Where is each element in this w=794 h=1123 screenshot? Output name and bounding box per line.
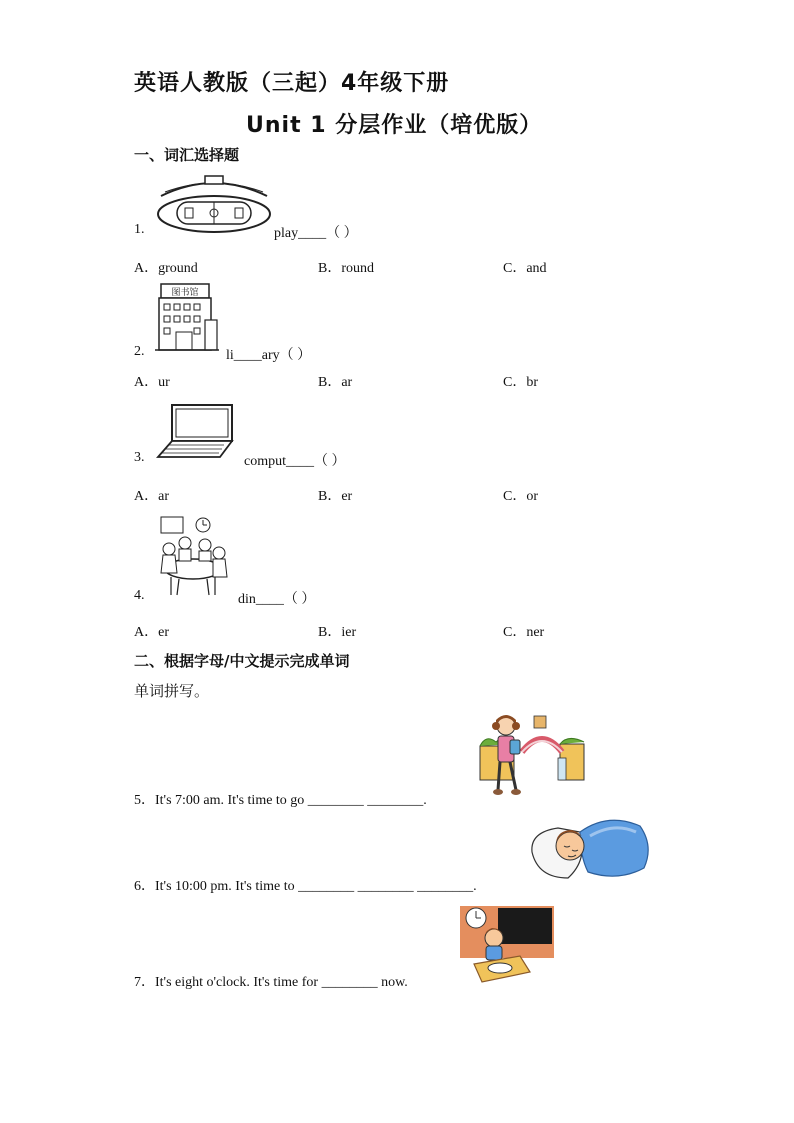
option-b: B．ier: [318, 625, 357, 640]
option-c: C．ner: [503, 625, 545, 640]
page-subtitle: Unit 1 分层作业（培优版）: [246, 113, 543, 138]
library-sign-text: 图书馆: [171, 288, 199, 298]
fill-in-item: 7．It's eight o'clock. It's time for ________ now.: [134, 975, 408, 990]
fill-in-item: 5．It's 7:00 am. It's time to go ________ ________.: [134, 793, 427, 808]
question-stem: play____（ ）: [274, 226, 358, 241]
laptop-icon: [156, 403, 236, 461]
page-title: 英语人教版（三起）4年级下册: [134, 71, 450, 96]
boy-sleeping-icon: [528, 812, 654, 886]
playground-icon: [155, 174, 273, 234]
option-b: B．round: [318, 261, 374, 276]
question-stem: li____ary（ ）: [226, 348, 312, 363]
library-building-icon: [155, 280, 219, 354]
option-a: A．ground: [134, 261, 198, 276]
option-a: A．er: [134, 625, 169, 640]
family-dinner-icon: [155, 515, 231, 599]
section2-instruction: 单词拼写。: [134, 682, 210, 700]
option-c: C．and: [503, 261, 547, 276]
question-number: 4.: [134, 588, 145, 603]
question-number: 3.: [134, 450, 145, 465]
boy-eating-dinner-icon: [460, 904, 556, 984]
option-a: A．ar: [134, 489, 169, 504]
option-c: C．or: [503, 489, 538, 504]
question-stem: din____（ ）: [238, 592, 316, 607]
question-number: 1.: [134, 222, 145, 237]
option-b: B．ar: [318, 375, 353, 390]
section1-heading: 一、词汇选择题: [134, 146, 240, 164]
question-stem: comput____（ ）: [244, 454, 346, 469]
fill-in-item: 6．It's 10:00 pm. It's time to ________ ________ ________.: [134, 879, 477, 894]
section2-heading: 二、根据字母/中文提示完成单词: [134, 652, 350, 670]
option-b: B．er: [318, 489, 353, 504]
option-a: A．ur: [134, 375, 170, 390]
question-number: 2.: [134, 344, 145, 359]
option-c: C．br: [503, 375, 538, 390]
girl-going-to-school-icon: [476, 712, 588, 800]
